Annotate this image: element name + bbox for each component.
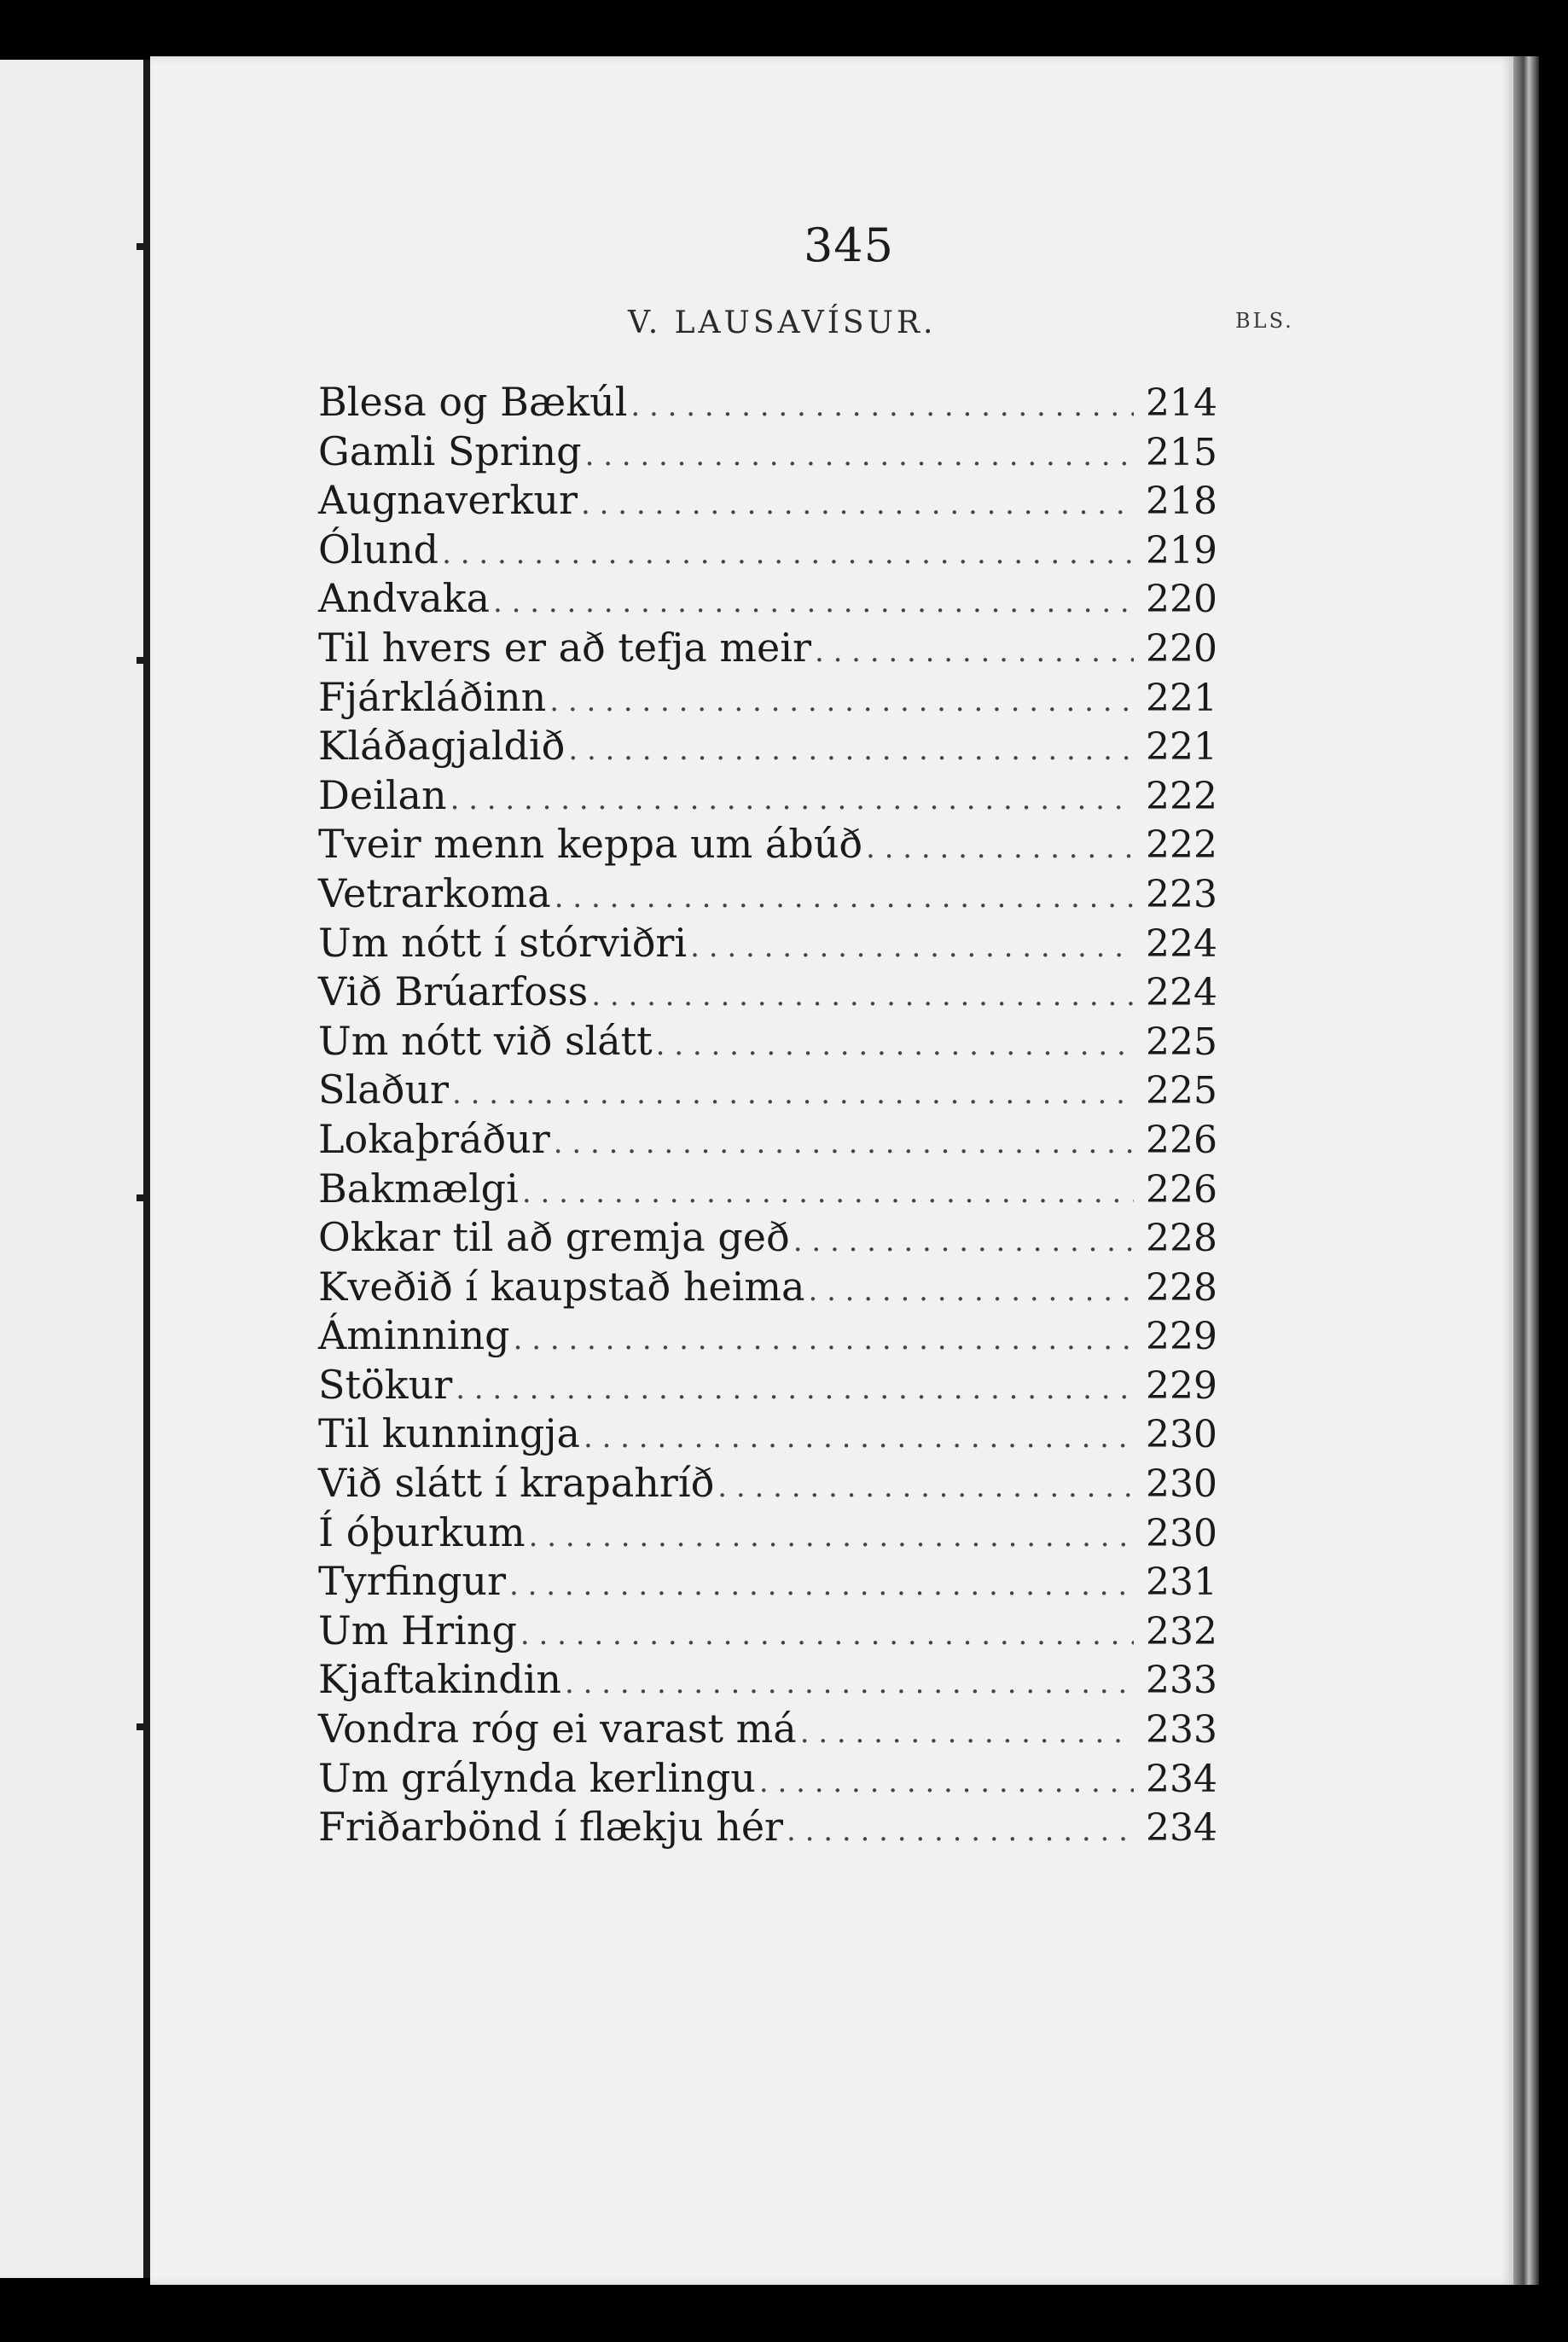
toc-entry-page: 221 xyxy=(1146,676,1217,720)
toc-entry-page: 234 xyxy=(1146,1806,1217,1851)
toc-entry-title: Fjárkláðinn xyxy=(318,673,547,720)
page-stack-edge xyxy=(1513,56,1539,2285)
toc-entry-title: Kveðið í kaupstað heima xyxy=(318,1263,805,1310)
toc-entry-title: Kláðagjaldið xyxy=(318,723,566,770)
dot-leader xyxy=(565,1666,1134,1700)
facing-page-edge xyxy=(0,60,147,2278)
toc-entry-page: 226 xyxy=(1146,1118,1217,1162)
toc-entry-title: Vetrarkoma xyxy=(318,869,551,916)
dot-leader xyxy=(520,1618,1134,1652)
dot-leader xyxy=(522,1176,1134,1210)
dot-leader xyxy=(450,782,1134,817)
toc-entry xyxy=(318,1362,1222,1411)
toc-entry-page: 226 xyxy=(1146,1167,1217,1212)
toc-entry xyxy=(318,1312,1222,1362)
dot-leader xyxy=(554,1126,1134,1160)
toc-entry-title: Til hvers er að tefja meir xyxy=(318,624,811,671)
toc-entry-page: 233 xyxy=(1146,1659,1217,1703)
toc-entry xyxy=(318,821,1222,870)
dot-leader xyxy=(509,1568,1134,1602)
toc-entry xyxy=(318,1755,1222,1804)
toc-entry-title: Lokaþráður xyxy=(318,1115,550,1162)
toc-entry xyxy=(318,1460,1222,1509)
binding-mark xyxy=(136,657,150,664)
toc-entry xyxy=(318,1509,1222,1559)
toc-entry-title: Um grálynda kerlingu xyxy=(318,1754,756,1801)
toc-entry xyxy=(318,772,1222,822)
dot-leader xyxy=(452,1077,1134,1111)
toc-entry-page: 220 xyxy=(1146,578,1217,622)
toc-entry-title: Andvaka xyxy=(318,575,491,622)
toc-entry-title: Tyrfingur xyxy=(318,1558,507,1605)
dot-leader xyxy=(585,439,1134,473)
toc-entry-title: Við slátt í krapahríð xyxy=(318,1460,715,1507)
page-number: 345 xyxy=(803,218,895,272)
dot-leader xyxy=(815,635,1134,669)
book-page xyxy=(150,56,1513,2285)
toc-entry-page: 230 xyxy=(1146,1511,1217,1555)
toc-entry-page: 232 xyxy=(1146,1609,1217,1653)
toc-entry-page: 220 xyxy=(1146,626,1217,671)
dot-leader xyxy=(793,1224,1134,1258)
toc-entry xyxy=(318,1018,1222,1067)
dot-leader xyxy=(717,1470,1134,1504)
toc-entry xyxy=(318,1706,1222,1755)
toc-entry-page: 214 xyxy=(1146,381,1217,425)
toc-entry xyxy=(318,379,1222,428)
toc-entry-page: 218 xyxy=(1146,479,1217,524)
toc-entry xyxy=(318,870,1222,920)
dot-leader xyxy=(555,880,1134,915)
dot-leader xyxy=(630,389,1134,423)
toc-entry-title: Bakmælgi xyxy=(318,1165,519,1212)
section-heading: V. LAUSAVÍSUR. xyxy=(628,305,937,340)
toc-entry-title: Ólund xyxy=(318,526,439,572)
toc-entry-page: 223 xyxy=(1146,872,1217,916)
toc-entry xyxy=(318,1214,1222,1264)
binding-mark xyxy=(136,1723,150,1730)
toc-entry-page: 229 xyxy=(1146,1315,1217,1359)
toc-entry xyxy=(318,1607,1222,1657)
toc-entry-page: 222 xyxy=(1146,774,1217,818)
toc-entry-title: Um nótt við slátt xyxy=(318,1017,653,1064)
toc-entry-page: 230 xyxy=(1146,1413,1217,1457)
dot-leader xyxy=(529,1520,1134,1554)
toc-entry-page: 221 xyxy=(1146,725,1217,770)
dot-leader xyxy=(759,1765,1134,1799)
binding-mark xyxy=(136,243,150,250)
toc-entry xyxy=(318,1116,1222,1165)
toc-entry xyxy=(318,1656,1222,1706)
dot-leader xyxy=(800,1716,1134,1750)
page-column-heading: BLS. xyxy=(1235,309,1294,333)
toc-entry-page: 231 xyxy=(1146,1560,1217,1605)
dot-leader xyxy=(866,831,1134,865)
dot-leader xyxy=(656,1028,1134,1062)
toc-entry-page: 233 xyxy=(1146,1708,1217,1752)
toc-entry-title: Deilan xyxy=(318,771,447,818)
toc-entry-page: 215 xyxy=(1146,430,1217,474)
toc-entry-page: 225 xyxy=(1146,1069,1217,1113)
toc-entry-page: 229 xyxy=(1146,1363,1217,1408)
dot-leader xyxy=(808,1274,1134,1308)
toc-entry xyxy=(318,575,1222,625)
binding-mark xyxy=(136,1194,150,1201)
toc-entry xyxy=(318,920,1222,969)
toc-entry xyxy=(318,1264,1222,1313)
toc-entry xyxy=(318,1558,1222,1607)
toc-entry-title: Áminning xyxy=(318,1312,510,1359)
toc-entry-title: Tveir menn keppa um ábúð xyxy=(318,821,863,868)
dot-leader xyxy=(690,930,1134,964)
toc-entry-page: 230 xyxy=(1146,1462,1217,1507)
dot-leader xyxy=(581,487,1134,521)
toc-entry-title: Slaður xyxy=(318,1066,449,1113)
toc-entry-page: 222 xyxy=(1146,823,1217,868)
toc-entry xyxy=(318,1804,1222,1853)
toc-entry xyxy=(318,477,1222,526)
toc-entry xyxy=(318,1066,1222,1116)
dot-leader xyxy=(584,1421,1134,1455)
toc-entry-title: Um nótt í stórviðri xyxy=(318,919,688,966)
dot-leader xyxy=(549,684,1134,718)
toc-entry-title: Í óþurkum xyxy=(318,1508,526,1555)
toc-entry-title: Stökur xyxy=(318,1361,453,1408)
toc-entry-page: 225 xyxy=(1146,1020,1217,1064)
book-spine-line xyxy=(143,60,150,2278)
toc-entry xyxy=(318,1165,1222,1215)
table-of-contents xyxy=(318,379,1222,1853)
toc-entry xyxy=(318,428,1222,478)
toc-entry-page: 224 xyxy=(1146,921,1217,966)
toc-entry-title: Kjaftakindin xyxy=(318,1656,561,1703)
toc-entry-title: Blesa og Bækúl xyxy=(318,379,628,425)
toc-entry xyxy=(318,625,1222,674)
toc-entry xyxy=(318,674,1222,724)
toc-entry-title: Friðarbönd í flækju hér xyxy=(318,1804,784,1851)
toc-entry-page: 234 xyxy=(1146,1757,1217,1801)
toc-entry-title: Augnaverkur xyxy=(318,477,578,524)
dot-leader xyxy=(514,1322,1134,1357)
dot-leader xyxy=(456,1372,1134,1406)
toc-entry-page: 228 xyxy=(1146,1265,1217,1310)
dot-leader xyxy=(591,979,1134,1013)
toc-entry-page: 219 xyxy=(1146,528,1217,572)
dot-leader xyxy=(493,585,1134,619)
toc-entry xyxy=(318,723,1222,772)
toc-entry-title: Okkar til að gremja geð xyxy=(318,1214,790,1261)
toc-entry xyxy=(318,1410,1222,1460)
dot-leader xyxy=(787,1814,1134,1848)
dot-leader xyxy=(568,733,1134,767)
toc-entry-title: Til kunningja xyxy=(318,1410,580,1457)
dot-leader xyxy=(442,537,1134,571)
toc-entry-title: Við Brúarfoss xyxy=(318,968,589,1015)
toc-entry xyxy=(318,968,1222,1018)
toc-entry-title: Vondra róg ei varast má xyxy=(318,1706,797,1752)
toc-entry xyxy=(318,526,1222,576)
toc-entry-title: Gamli Spring xyxy=(318,427,582,474)
toc-entry-title: Um Hring xyxy=(318,1607,517,1653)
toc-entry-page: 224 xyxy=(1146,971,1217,1015)
toc-entry-page: 228 xyxy=(1146,1217,1217,1261)
